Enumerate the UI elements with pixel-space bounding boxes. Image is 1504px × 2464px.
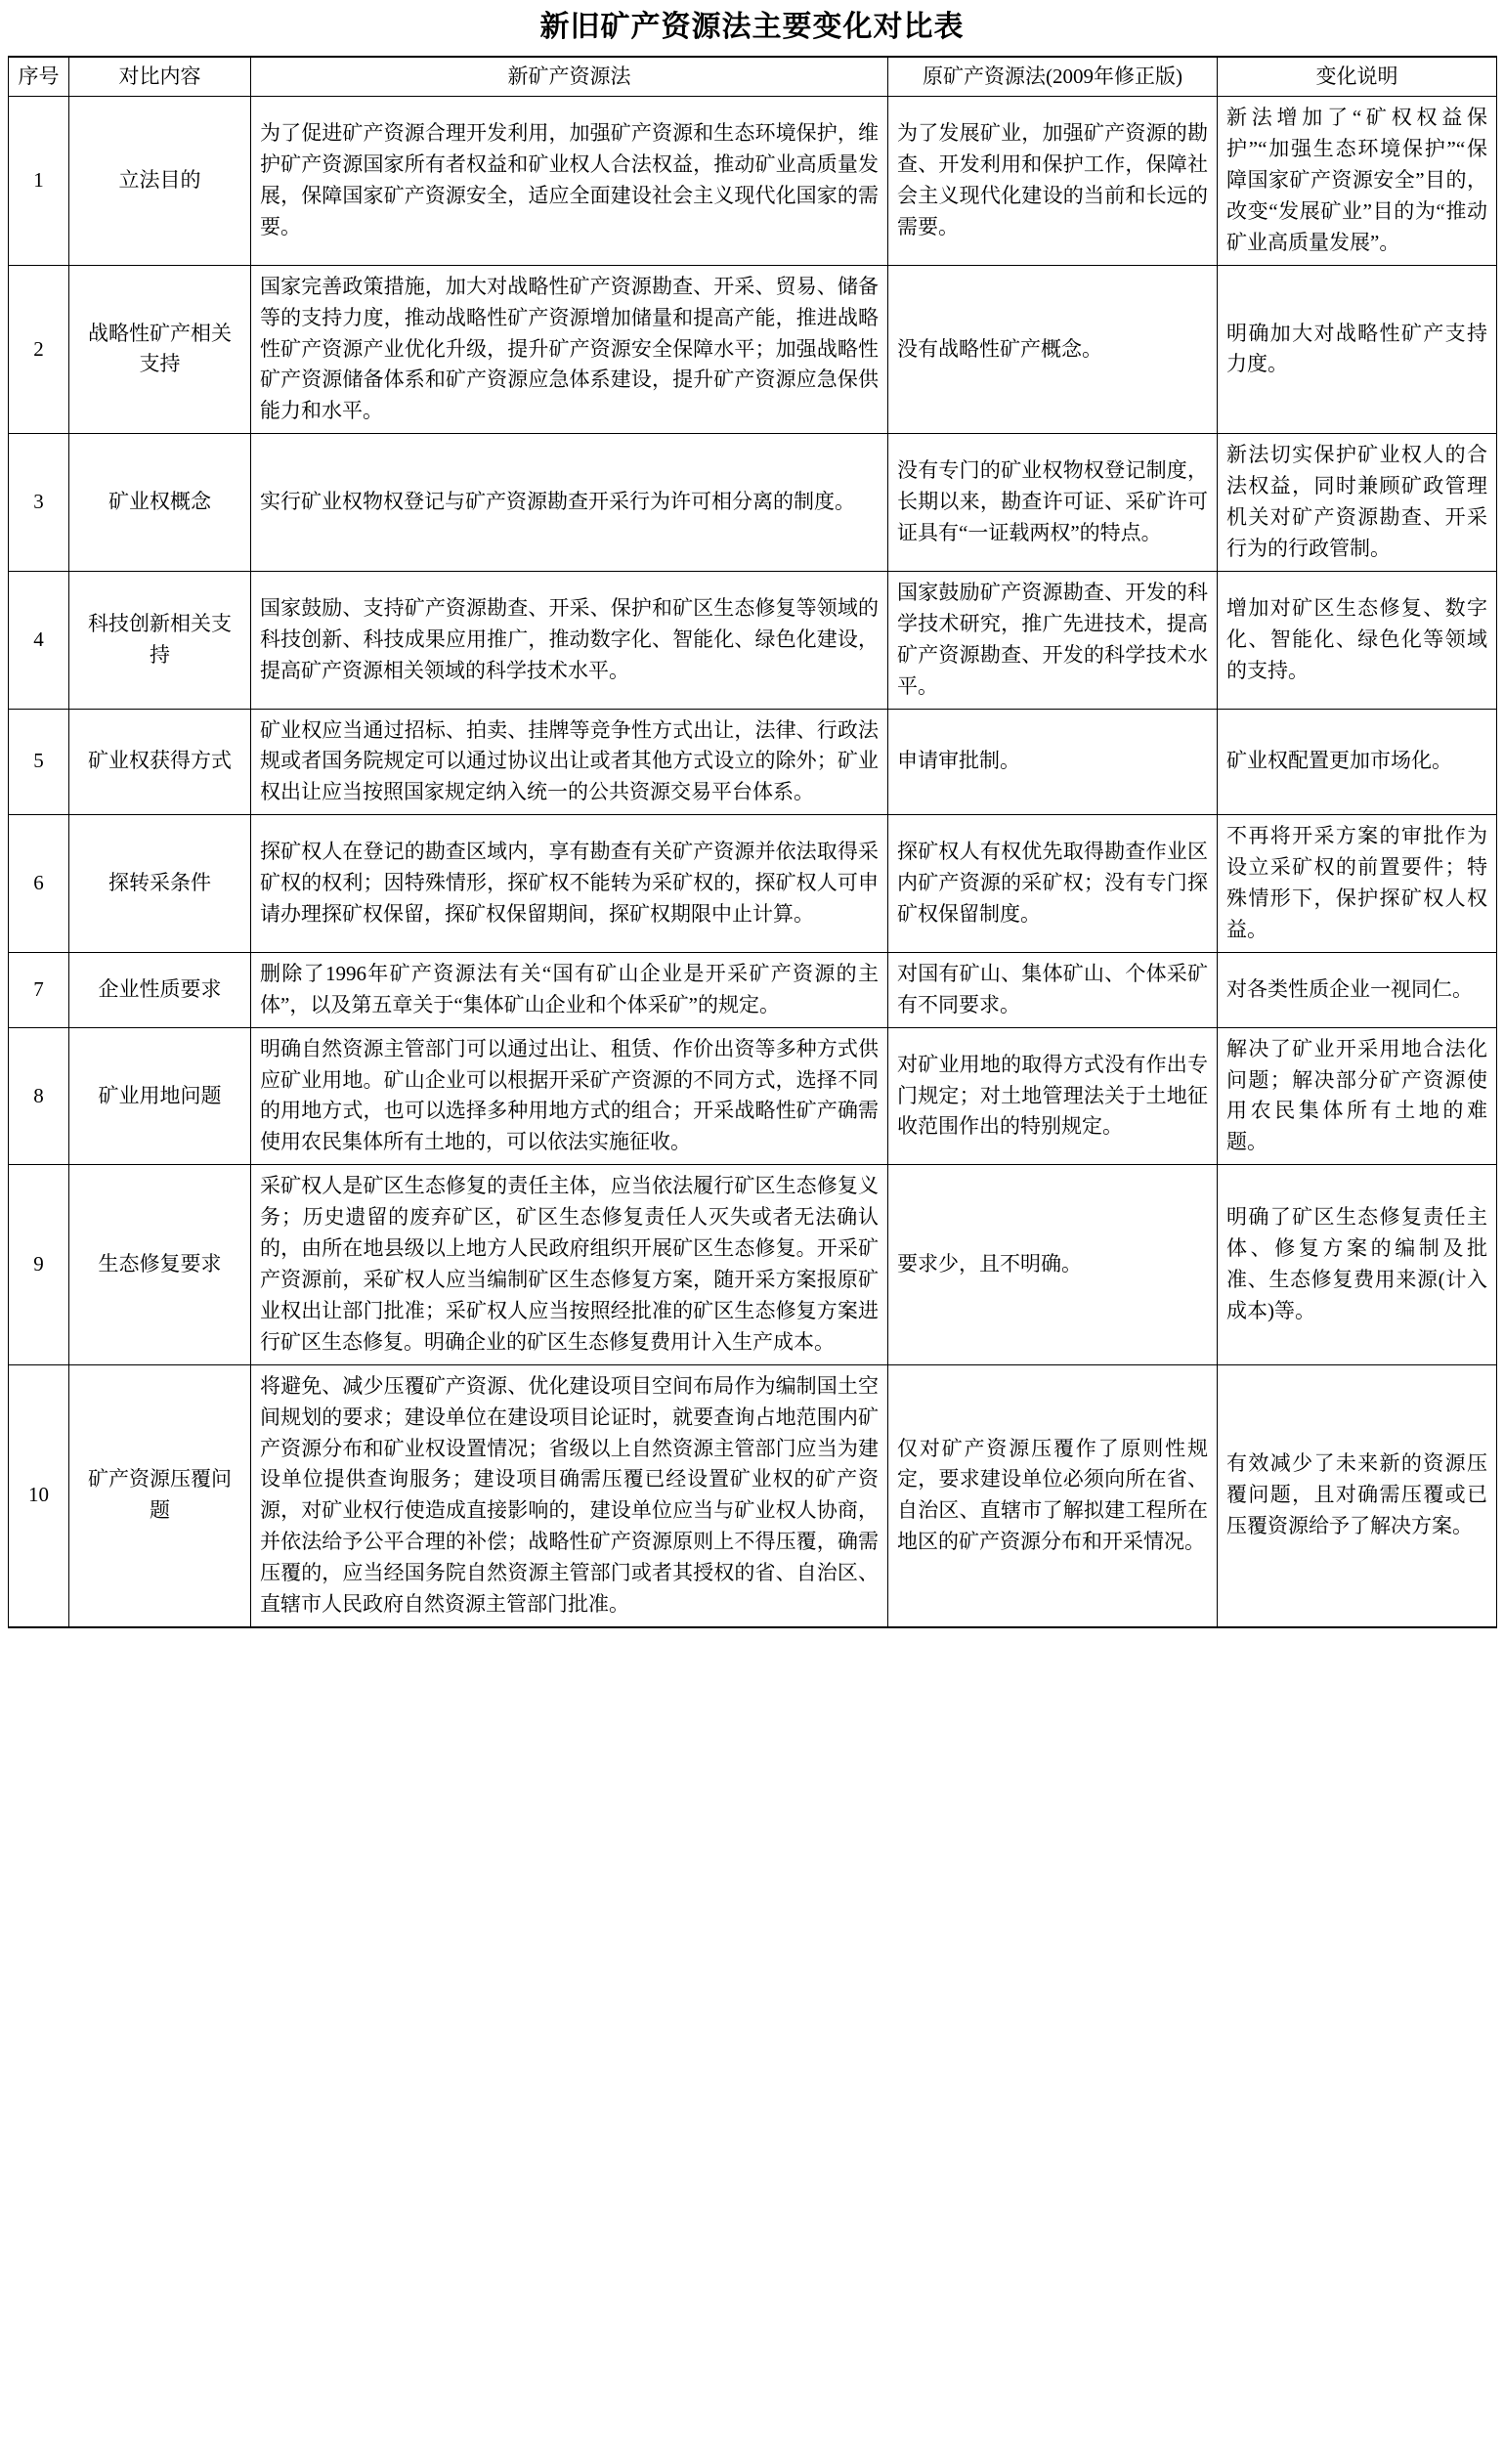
- row-index: 10: [9, 1364, 69, 1627]
- row-old-law-text: 没有专门的矿业权物权登记制度，长期以来，勘查许可证、采矿许可证具有“一证载两权”的特点。: [888, 434, 1218, 572]
- row-index: 7: [9, 952, 69, 1027]
- row-change-text: 解决了矿业开采用地合法化问题；解决部分矿产资源使用农民集体所有土地的难题。: [1218, 1027, 1497, 1165]
- row-old-law-text: 国家鼓励矿产资源勘查、开发的科学技术研究，推广先进技术，提高矿产资源勘查、开发的科学技术水平。: [888, 571, 1218, 709]
- row-new-law-text: 矿业权应当通过招标、拍卖、挂牌等竞争性方式出让，法律、行政法规或者国务院规定可以通过协议出让或者其他方式设立的除外；矿业权出让应当按照国家规定纳入统一的公共资源交易平台体系。: [251, 709, 888, 815]
- row-topic: 矿业权获得方式: [69, 709, 251, 815]
- row-change-text: 不再将开采方案的审批作为设立采矿权的前置要件；特殊情形下，保护探矿权人权益。: [1218, 815, 1497, 953]
- row-index: 8: [9, 1027, 69, 1165]
- row-new-law-text: 探矿权人在登记的勘查区域内，享有勘查有关矿产资源并依法取得采矿权的权利；因特殊情形，探矿权不能转为采矿权的，探矿权人可申请办理探矿权保留，探矿权保留期间，探矿权期限中止计算。: [251, 815, 888, 953]
- row-old-law-text: 为了发展矿业，加强矿产资源的勘查、开发利用和保护工作，保障社会主义现代化建设的当前和长远的需要。: [888, 97, 1218, 266]
- row-index: 6: [9, 815, 69, 953]
- row-index: 1: [9, 97, 69, 266]
- table-row: [9, 97, 1497, 266]
- table-header: [9, 57, 1497, 97]
- table-row: [9, 1027, 1497, 1165]
- row-change-text: 新法切实保护矿业权人的合法权益，同时兼顾矿政管理机关对矿产资源勘查、开采行为的行政管制。: [1218, 434, 1497, 572]
- row-change-text: 增加对矿区生态修复、数字化、智能化、绿色化等领域的支持。: [1218, 571, 1497, 709]
- comparison-table: [8, 56, 1497, 1628]
- row-topic: 科技创新相关支持: [69, 571, 251, 709]
- row-change-text: 有效减少了未来新的资源压覆问题，且对确需压覆或已压覆资源给予了解决方案。: [1218, 1364, 1497, 1627]
- table-header-row: [9, 57, 1497, 97]
- row-old-law-text: 没有战略性矿产概念。: [888, 265, 1218, 434]
- row-change-text: 矿业权配置更加市场化。: [1218, 709, 1497, 815]
- row-topic: 矿业用地问题: [69, 1027, 251, 1165]
- row-topic: 生态修复要求: [69, 1165, 251, 1364]
- row-index: 9: [9, 1165, 69, 1364]
- row-new-law-text: 国家完善政策措施，加大对战略性矿产资源勘查、开采、贸易、储备等的支持力度，推动战略性矿产资源增加储量和提高产能，推进战略性矿产资源产业优化升级，提升矿产资源安全保障水平；加强战略性矿产资源储备体系和矿产资源应急体系建设，提升矿产资源应急保供能力和水平。: [251, 265, 888, 434]
- row-topic: 立法目的: [69, 97, 251, 266]
- row-old-law-text: 要求少，且不明确。: [888, 1165, 1218, 1364]
- column-header-old-law: 原矿产资源法(2009年修正版): [888, 57, 1218, 97]
- table-row: [9, 265, 1497, 434]
- row-new-law-text: 明确自然资源主管部门可以通过出让、租赁、作价出资等多种方式供应矿业用地。矿山企业可以根据开采矿产资源的不同方式，选择不同的用地方式，也可以选择多种用地方式的组合；开采战略性矿产确需使用农民集体所有土地的，可以依法实施征收。: [251, 1027, 888, 1165]
- row-old-law-text: 对国有矿山、集体矿山、个体采矿有不同要求。: [888, 952, 1218, 1027]
- row-change-text: 明确了矿区生态修复责任主体、修复方案的编制及批准、生态修复费用来源(计入成本)等。: [1218, 1165, 1497, 1364]
- row-change-text: 新法增加了“矿权权益保护”“加强生态环境保护”“保障国家矿产资源安全”目的，改变“发展矿业”目的为“推动矿业高质量发展”。: [1218, 97, 1497, 266]
- row-index: 4: [9, 571, 69, 709]
- table-row: [9, 709, 1497, 815]
- column-header-index: 序号: [9, 57, 69, 97]
- table-row: [9, 952, 1497, 1027]
- row-index: 5: [9, 709, 69, 815]
- row-topic: 矿业权概念: [69, 434, 251, 572]
- row-new-law-text: 采矿权人是矿区生态修复的责任主体，应当依法履行矿区生态修复义务；历史遗留的废弃矿区，矿区生态修复责任人灭失或者无法确认的，由所在地县级以上地方人民政府组织开展矿区生态修复。开采矿产资源前，采矿权人应当编制矿区生态修复方案，随开采方案报原矿业权出让部门批准；采矿权人应当按照经批准的矿区生态修复方案进行矿区生态修复。明确企业的矿区生态修复费用计入生产成本。: [251, 1165, 888, 1364]
- table-row: [9, 1165, 1497, 1364]
- column-header-new-law: 新矿产资源法: [251, 57, 888, 97]
- row-old-law-text: 申请审批制。: [888, 709, 1218, 815]
- row-change-text: 明确加大对战略性矿产支持力度。: [1218, 265, 1497, 434]
- row-topic: 企业性质要求: [69, 952, 251, 1027]
- row-new-law-text: 国家鼓励、支持矿产资源勘查、开采、保护和矿区生态修复等领域的科技创新、科技成果应用推广，推动数字化、智能化、绿色化建设，提高矿产资源相关领域的科学技术水平。: [251, 571, 888, 709]
- row-new-law-text: 将避免、减少压覆矿产资源、优化建设项目空间布局作为编制国土空间规划的要求；建设单位在建设项目论证时，就要查询占地范围内矿产资源分布和矿业权设置情况；省级以上自然资源主管部门应当为建设单位提供查询服务；建设项目确需压覆已经设置矿业权的矿产资源，对矿业权行使造成直接影响的，建设单位应当与矿业权人协商，并依法给予公平合理的补偿；战略性矿产资源原则上不得压覆，确需压覆的，应当经国务院自然资源主管部门或者其授权的省、自治区、直辖市人民政府自然资源主管部门批准。: [251, 1364, 888, 1627]
- row-old-law-text: 仅对矿产资源压覆作了原则性规定，要求建设单位必须向所在省、自治区、直辖市了解拟建工程所在地区的矿产资源分布和开采情况。: [888, 1364, 1218, 1627]
- row-new-law-text: 为了促进矿产资源合理开发利用，加强矿产资源和生态环境保护，维护矿产资源国家所有者权益和矿业权人合法权益，推动矿业高质量发展，保障国家矿产资源安全，适应全面建设社会主义现代化国家的需要。: [251, 97, 888, 266]
- table-row: [9, 1364, 1497, 1627]
- column-header-change: 变化说明: [1218, 57, 1497, 97]
- table-row: [9, 434, 1497, 572]
- row-new-law-text: 实行矿业权物权登记与矿产资源勘查开采行为许可相分离的制度。: [251, 434, 888, 572]
- row-topic: 探转采条件: [69, 815, 251, 953]
- row-index: 3: [9, 434, 69, 572]
- table-row: [9, 815, 1497, 953]
- row-change-text: 对各类性质企业一视同仁。: [1218, 952, 1497, 1027]
- table-body: [9, 97, 1497, 1627]
- table-row: [9, 571, 1497, 709]
- row-topic: 战略性矿产相关支持: [69, 265, 251, 434]
- row-index: 2: [9, 265, 69, 434]
- row-old-law-text: 探矿权人有权优先取得勘查作业区内矿产资源的采矿权；没有专门探矿权保留制度。: [888, 815, 1218, 953]
- row-new-law-text: 删除了1996年矿产资源法有关“国有矿山企业是开采矿产资源的主体”，以及第五章关于“集体矿山企业和个体采矿”的规定。: [251, 952, 888, 1027]
- column-header-topic: 对比内容: [69, 57, 251, 97]
- row-topic: 矿产资源压覆问题: [69, 1364, 251, 1627]
- row-old-law-text: 对矿业用地的取得方式没有作出专门规定；对土地管理法关于土地征收范围作出的特别规定。: [888, 1027, 1218, 1165]
- page-title: 新旧矿产资源法主要变化对比表: [539, 11, 965, 43]
